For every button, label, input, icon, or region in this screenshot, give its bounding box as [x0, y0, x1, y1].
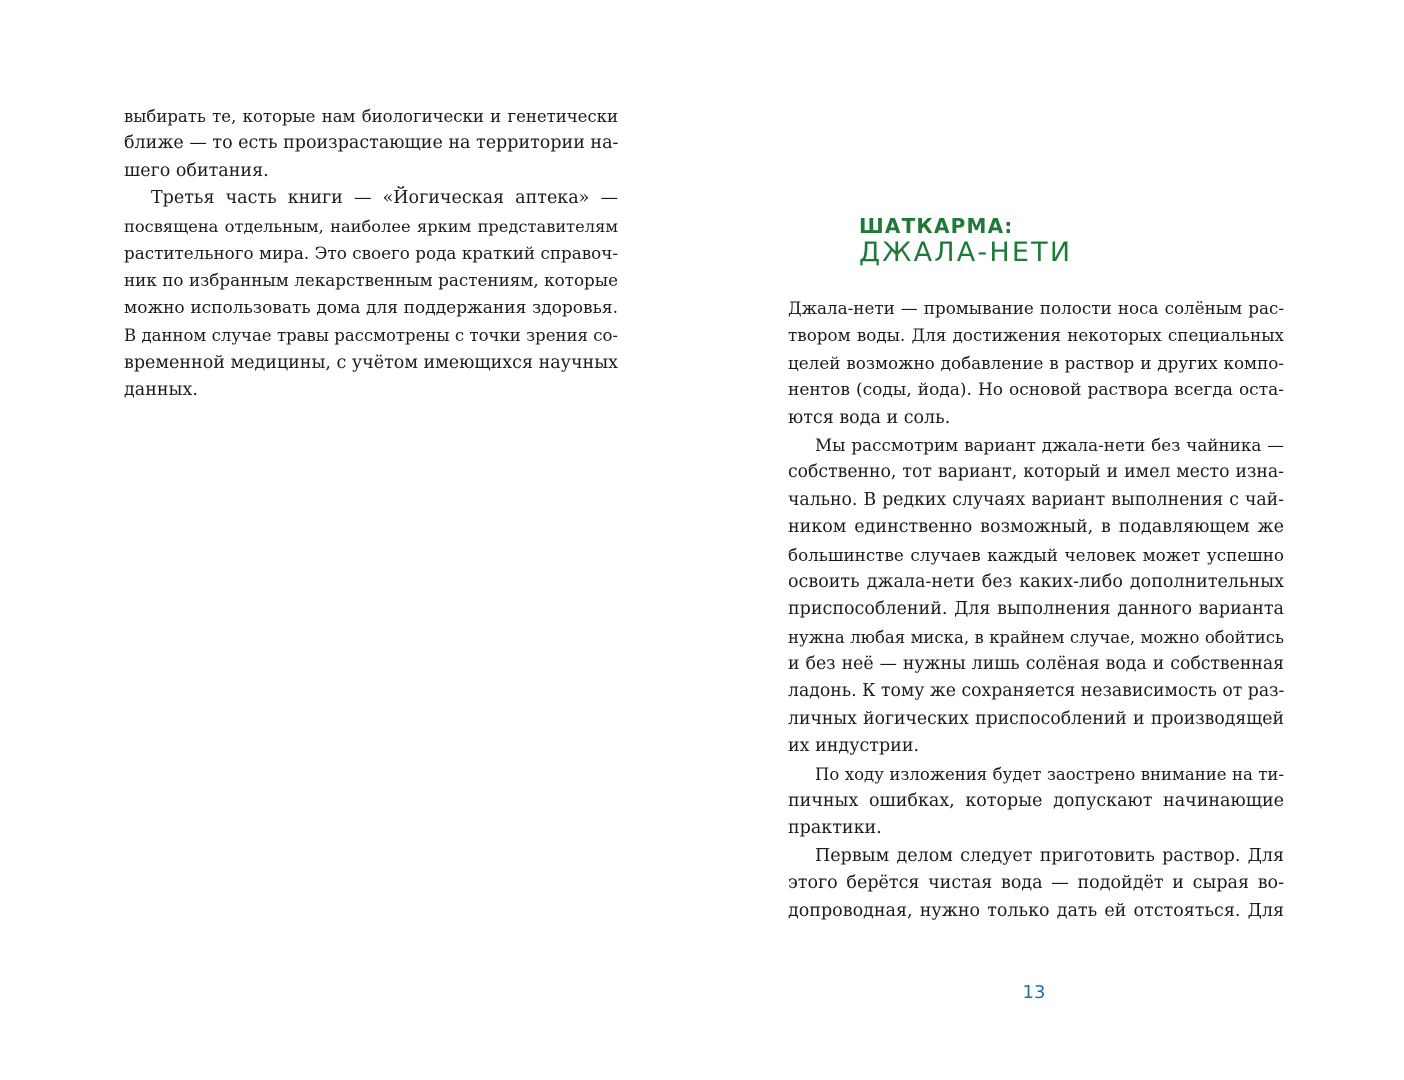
text-line: пичных ошибках, которые допускают начинающие — [788, 791, 1284, 812]
text-line: По ходу изложения будет заострено внимание на ти- — [815, 764, 1284, 784]
text-line: чально. В редких случаях вариант выполнения с чай- — [788, 489, 1284, 510]
text-line: Первым делом следует приготовить раствор. Для — [815, 845, 1284, 866]
text-line: и без неё — нужны лишь солёная вода и собственная — [788, 654, 1284, 675]
right-page-text — [788, 295, 1284, 925]
text-line: В данном случае травы рассмотрены с точки зрения со- — [124, 326, 618, 346]
text-line: этого берётся чистая вода — подойдёт и сырая во- — [788, 873, 1284, 894]
text-line: шего обитания. — [124, 160, 269, 181]
text-line: ближе — то есть произрастающие на территории на- — [124, 133, 619, 154]
text-line: выбирать те, которые нам биологически и генетически — [124, 107, 618, 126]
chapter-heading — [859, 214, 1072, 268]
text-line: освоить джала-нети без каких-либо дополнительных — [788, 571, 1284, 592]
text-line: ются вода и соль. — [788, 407, 951, 428]
text-line: личных йогических приспособлений и производящей — [788, 708, 1284, 729]
text-line: растительного мира. Это своего рода краткий справоч- — [124, 242, 618, 263]
text-line: ладонь. К тому же сохраняется независимость от раз- — [788, 681, 1285, 702]
text-line: целей возможно добавление в раствор и других компо- — [788, 352, 1284, 373]
text-line: Мы рассмотрим вариант джала-нети без чайника — — [815, 434, 1284, 455]
text-line: приспособлений. Для выполнения данного варианта — [788, 599, 1284, 620]
text-line: собственно, тот вариант, который и имел место изна- — [788, 462, 1284, 483]
chapter-heading-line2: ДЖАЛА-НЕТИ — [859, 237, 1073, 268]
text-line: допроводная, нужно только дать ей отстояться. Для — [788, 900, 1284, 921]
left-page-text — [124, 103, 618, 404]
text-line: их индустрии. — [788, 736, 920, 757]
text-line: Третья часть книги — «Йогическая аптека» — — [151, 188, 618, 209]
text-line: ник по избранным лекарственным растениям, которые — [124, 270, 618, 291]
text-line: временной медицины, с учётом имеющихся научных — [124, 352, 618, 373]
text-line: ником единственно возможный, в подавляющем же — [788, 517, 1284, 538]
text-line: практики. — [788, 818, 882, 839]
page-number: 13 — [1022, 982, 1046, 1003]
text-line: можно использовать дома для поддержания здоровья. — [124, 297, 618, 318]
text-line: посвящена отдельным, наиболее ярким представителям — [124, 216, 618, 236]
text-line: нентов (соды, йода). Но основой раствора всегда оста- — [788, 380, 1284, 401]
text-line: нужна любая миска, в крайнем случае, можно обойтись — [788, 627, 1284, 647]
text-line: Джала-нети — промывание полости носа солёным рас- — [788, 298, 1284, 318]
right-page — [702, 0, 1404, 1080]
text-line: данных. — [124, 379, 198, 400]
text-line: твором воды. Для достижения некоторых специальных — [788, 325, 1284, 346]
chapter-heading-line1: ШАТКАРМА: — [859, 214, 1014, 238]
text-line: большинстве случаев каждый человек может успешно — [788, 544, 1284, 565]
